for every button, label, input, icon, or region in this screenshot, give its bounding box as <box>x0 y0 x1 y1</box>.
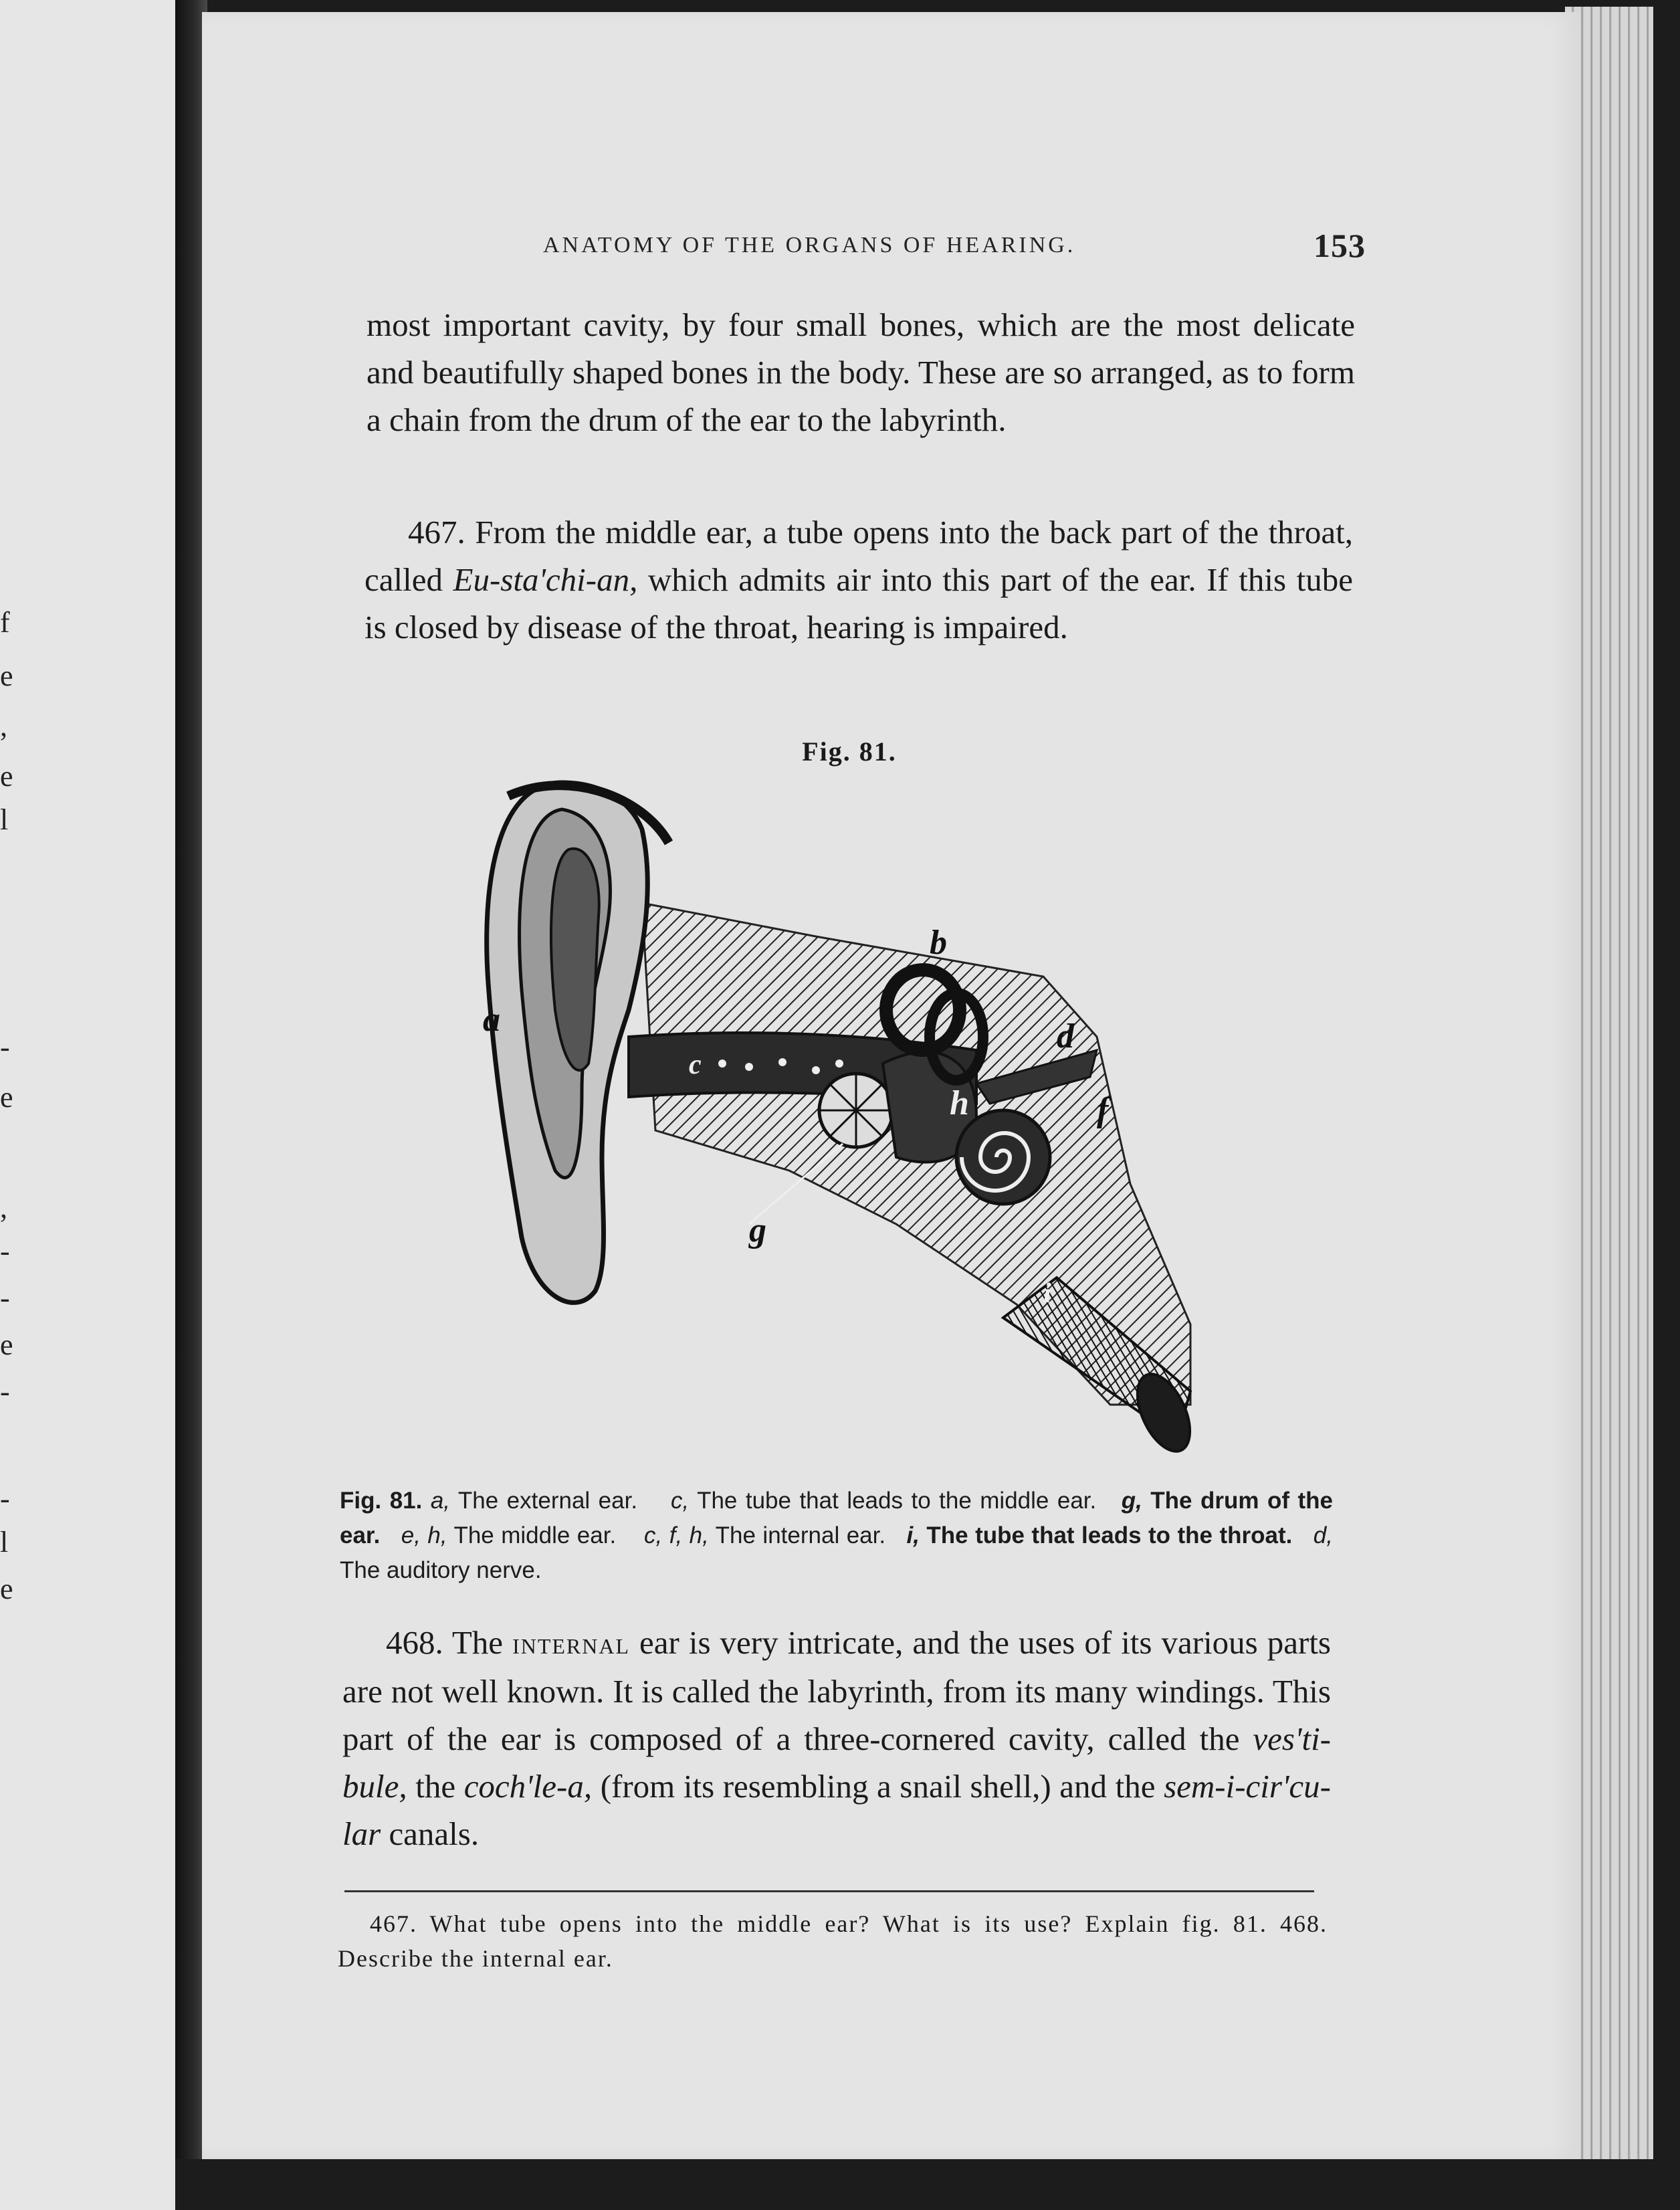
figure-label-f: f <box>1097 1091 1109 1129</box>
footnote-divider <box>344 1890 1314 1892</box>
term-vestibule: ves'ti-bule, <box>342 1720 1331 1805</box>
paragraph-lead: 468. The <box>386 1624 513 1661</box>
paragraph-468 <box>342 1619 1331 1857</box>
running-head-title: ANATOMY OF THE ORGANS OF HEARING. <box>543 233 1076 258</box>
ear-illustration <box>468 769 1231 1478</box>
page-fragment: e <box>0 760 13 793</box>
caption-key-g: g, <box>1121 1488 1142 1514</box>
page-fragment: - <box>0 1235 10 1268</box>
figure-title: Fig. 81. <box>802 736 897 767</box>
previous-page-edge <box>0 0 182 2210</box>
caption-key-c: c, <box>670 1488 690 1514</box>
paragraph-text: canals. <box>381 1815 480 1852</box>
page-fragment: - <box>0 1282 10 1314</box>
page-fragment: f <box>0 606 10 639</box>
ear-anatomy-figure <box>468 769 1231 1478</box>
caption-text-g: The drum of the ear. <box>340 1488 1333 1548</box>
page-fragment: - <box>0 1031 10 1064</box>
page-fragment: , <box>0 1191 7 1224</box>
running-head <box>543 227 1366 273</box>
page-fragment: l <box>0 803 9 836</box>
figure-label-b: b <box>930 924 947 962</box>
caption-text-a: The external ear. <box>450 1488 638 1514</box>
paragraph-text: most important cavity, by four small bones, which are the most delicate and beautifully shaped bones in the body. These are so arranged, as to form a chain from the drum of the ear to the labyrinth. <box>366 306 1355 438</box>
paragraph-rest: which admits air into this part of the ear. If this tube is closed by disease of the throat, hearing is impaired. <box>364 561 1353 645</box>
caption-key-eh: e, h, <box>401 1522 447 1548</box>
footnote-questions <box>338 1906 1328 1976</box>
term-internal: internal <box>512 1627 631 1660</box>
figure-caption <box>340 1484 1333 1588</box>
figure-label-i: i <box>1043 1278 1051 1309</box>
term-cochlea: coch'le-a, <box>463 1768 593 1805</box>
paragraph-text: (from its resembling a snail shell,) and the <box>592 1768 1164 1805</box>
page-fragment: e <box>0 1081 13 1114</box>
figure-label-d: d <box>1057 1017 1074 1056</box>
caption-text-cfh: The internal ear. <box>708 1522 886 1548</box>
figure-label-c: c <box>689 1049 702 1080</box>
figure-label-a: a <box>483 1001 500 1039</box>
footnote-text: 467. What tube opens into the middle ear? What is its use? Explain fig. 81. 468. Describe the internal ear. <box>338 1910 1328 1972</box>
page-fragment: , <box>0 710 7 742</box>
paragraph-continued <box>366 301 1355 443</box>
paragraph-467 <box>364 508 1353 651</box>
caption-fig: Fig. 81. <box>340 1488 423 1514</box>
caption-text-i: The tube that leads to the throat. <box>919 1522 1293 1548</box>
scan-border <box>175 2159 1680 2210</box>
term-eustachian: Eu-sta'chi-an, <box>453 561 638 598</box>
page-fragment: e <box>0 1328 13 1361</box>
page-edges <box>1565 7 1680 2181</box>
paragraph-lead: 467. From the middle ear, a tube opens into the back part of the throat, called <box>364 514 1353 598</box>
page-fragment: e <box>0 1573 13 1605</box>
caption-key-i: i, <box>906 1522 920 1548</box>
caption-key-d: d, <box>1313 1522 1333 1548</box>
caption-text-c: The tube that leads to the middle ear. <box>689 1488 1097 1514</box>
caption-key-a: a, <box>430 1488 451 1514</box>
figure-label-g: g <box>749 1211 766 1249</box>
caption-key-cfh: c, f, h, <box>644 1522 709 1548</box>
paragraph-text: the <box>407 1768 464 1805</box>
page-number: 153 <box>1314 227 1366 264</box>
page-fragment: e <box>0 660 13 692</box>
figure-label-h: h <box>950 1084 969 1122</box>
page-fragment: l <box>0 1526 9 1559</box>
term-semicircular: sem-i-cir'cu-lar <box>342 1768 1331 1852</box>
page-fragment: - <box>0 1375 10 1408</box>
page-fragment: - <box>0 1482 10 1515</box>
caption-text-d: The auditory nerve. <box>340 1557 542 1583</box>
paragraph-text: ear is very intricate, and the uses of its various parts are not well known. It is called the labyrinth, from its many windings. This part of the ear is composed of a three-cornered cavity, called the <box>342 1624 1331 1757</box>
caption-text-eh: The middle ear. <box>447 1522 617 1548</box>
